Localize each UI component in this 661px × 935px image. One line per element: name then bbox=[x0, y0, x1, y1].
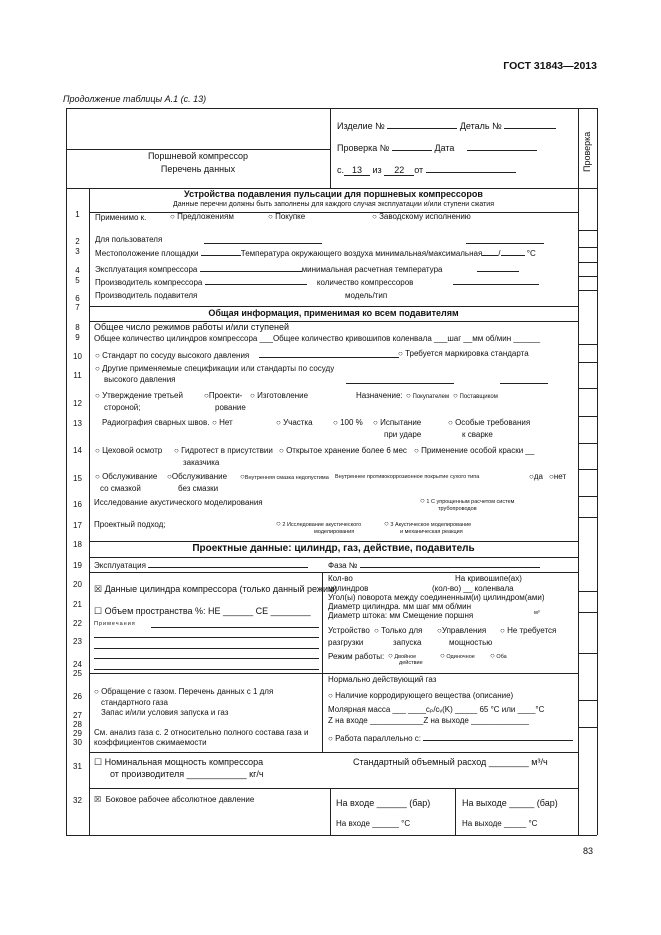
table-rule bbox=[578, 290, 597, 291]
table-caption: Продолжение таблицы А.1 (с. 13) bbox=[63, 94, 207, 104]
radio-proposals[interactable]: ○ Предложениям bbox=[170, 212, 234, 221]
table-rule bbox=[330, 788, 331, 835]
label: Молярная масса ___ ____cₚ/cᵥ(K) _____ 65 °C или ____°C bbox=[328, 705, 545, 714]
row-number: 22 bbox=[73, 619, 82, 628]
text bbox=[337, 142, 537, 154]
table-rule bbox=[66, 108, 597, 109]
phase-field[interactable] bbox=[360, 559, 540, 568]
text: Одиночное bbox=[446, 654, 475, 660]
row-number: 31 bbox=[73, 762, 82, 771]
text: ○ bbox=[384, 519, 389, 528]
text bbox=[328, 559, 540, 571]
radio-both[interactable] bbox=[490, 652, 507, 661]
label: от производителя ____________ кг/ч bbox=[110, 769, 264, 779]
section-title-2: Общая информация, применимая ко всем подавителям bbox=[208, 308, 459, 318]
table-rule bbox=[578, 344, 597, 345]
radio-section[interactable]: ○ Участка bbox=[276, 418, 313, 427]
radio-factory[interactable]: ○ Заводскому исполнению bbox=[372, 212, 471, 221]
radio-corrosive[interactable]: ○ Наличие корродирующего вещества (описание) bbox=[328, 691, 514, 700]
label: без смазки bbox=[178, 484, 219, 493]
date-label: Дата bbox=[434, 143, 455, 153]
row-number: 30 bbox=[73, 738, 82, 747]
table-rule bbox=[455, 788, 456, 835]
row-number: 4 bbox=[75, 266, 80, 275]
blank-field-line bbox=[201, 247, 241, 256]
row-number: 23 bbox=[73, 637, 82, 646]
table-rule bbox=[578, 416, 597, 417]
date-field[interactable] bbox=[467, 142, 537, 151]
label: м³ bbox=[534, 610, 540, 616]
table-rule bbox=[578, 388, 597, 389]
label: цилиндров bbox=[328, 584, 369, 593]
table-rule bbox=[89, 673, 578, 674]
table-rule bbox=[346, 383, 454, 384]
text: количество компрессоров bbox=[316, 278, 414, 287]
radio-weld-reqs[interactable]: ○ Особые требования bbox=[448, 418, 531, 427]
text: Изготовление bbox=[257, 391, 309, 400]
blank-field-line bbox=[501, 247, 525, 256]
table-rule bbox=[578, 262, 597, 263]
label: при ударе bbox=[384, 430, 422, 439]
section-subtitle-1: Данные перечни должны быть заполнены для каждого случая эксплуатации и/или ступени сжатия bbox=[172, 201, 495, 208]
label: стандартного газа bbox=[101, 698, 168, 707]
radio-single[interactable] bbox=[440, 652, 475, 661]
section-title-3: Проектные данные: цилиндр, газ, действие, подавитель bbox=[192, 543, 475, 554]
row-number: 25 bbox=[73, 669, 82, 678]
of-label: из bbox=[372, 165, 382, 175]
text: Данные цилиндра компрессора (только данный режим) bbox=[104, 584, 338, 594]
radio-hydrotest[interactable]: ○ Гидротест в присутствии bbox=[174, 446, 273, 455]
table-rule bbox=[89, 188, 90, 835]
label: Запас и/или условия запуска и газ bbox=[101, 708, 229, 717]
detail-label: Деталь № bbox=[459, 121, 502, 131]
from-label: от bbox=[414, 165, 424, 175]
row-number: 1 bbox=[75, 210, 80, 219]
row-number: 19 bbox=[73, 561, 82, 570]
label: На выходе _____ (бар) bbox=[462, 798, 558, 808]
detail-field[interactable] bbox=[504, 120, 556, 129]
row-number: 16 bbox=[73, 500, 82, 509]
page-prefix: с. bbox=[337, 165, 345, 175]
radio-approach-3[interactable] bbox=[384, 520, 471, 529]
radio-approach-1[interactable] bbox=[420, 497, 514, 506]
radio-shop-inspection[interactable]: ○ Цеховой осмотр bbox=[95, 446, 163, 455]
text: Другие применяемые спецификации или стандарты по сосуду bbox=[102, 364, 335, 373]
text: 1 С упрощенным расчетом систем bbox=[426, 499, 515, 505]
radio-storage[interactable]: ○ Открытое хранение более 6 мес bbox=[279, 446, 407, 455]
table-rule bbox=[89, 572, 578, 573]
radio-no-internal-lube[interactable] bbox=[240, 473, 329, 482]
from-field[interactable] bbox=[426, 164, 516, 173]
text: Двойное bbox=[394, 654, 417, 660]
radio-yes[interactable]: ○да bbox=[529, 472, 543, 481]
purpose-label: Назначение: bbox=[356, 391, 403, 400]
radio-none[interactable]: ○ Нет bbox=[212, 418, 233, 427]
radio-purchase[interactable]: ○ Покупке bbox=[268, 212, 306, 221]
radio-parallel[interactable]: ○ Работа параллельно с: bbox=[328, 732, 573, 744]
table-rule bbox=[578, 591, 597, 592]
text: Боковое рабочее абсолютное давление bbox=[105, 795, 255, 804]
text: Требуется маркировка стандарта bbox=[405, 349, 529, 358]
label: На выходе _____ °C bbox=[462, 819, 538, 828]
table-rule bbox=[578, 653, 597, 654]
table-rule bbox=[94, 669, 319, 670]
label: стороной; bbox=[104, 403, 141, 412]
blank-field-line bbox=[477, 263, 519, 272]
check-no-field[interactable] bbox=[392, 142, 432, 151]
text: Наличие корродирующего вещества (описание) bbox=[335, 691, 514, 700]
row-number: 8 bbox=[75, 323, 80, 332]
text: Покупателем bbox=[412, 394, 450, 400]
label: моделирования bbox=[314, 529, 355, 535]
text: Проекти- bbox=[208, 391, 243, 400]
blank-field-line bbox=[482, 247, 498, 256]
label: со смазкой bbox=[100, 484, 141, 493]
table-rule bbox=[66, 149, 330, 150]
text: Только для bbox=[381, 626, 423, 635]
label: рование bbox=[215, 403, 246, 412]
text: Эксплуатация компрессора bbox=[95, 265, 198, 274]
text: ○ bbox=[490, 651, 495, 660]
label: разгрузки bbox=[328, 638, 364, 647]
text: да bbox=[533, 472, 543, 481]
table-rule bbox=[89, 212, 578, 213]
row-number: 10 bbox=[73, 352, 82, 361]
text: Температура окружающего воздуха минимальная/максимальная bbox=[240, 249, 483, 258]
label: (кол-во) __ коленвала bbox=[432, 584, 514, 593]
check-column-header: Проверка bbox=[582, 131, 592, 172]
radio-non-lubricated[interactable]: ○Обслуживание bbox=[167, 472, 228, 481]
row-number: 21 bbox=[73, 600, 82, 609]
blank-field-line bbox=[423, 732, 573, 741]
table-rule bbox=[578, 496, 597, 497]
table-rule bbox=[330, 108, 331, 188]
row-number: 29 bbox=[73, 729, 82, 738]
text: Испытание bbox=[380, 418, 422, 427]
text: Участка bbox=[283, 418, 313, 427]
text: Нет bbox=[219, 418, 233, 427]
operation-field[interactable] bbox=[148, 559, 308, 568]
text: ○ bbox=[276, 519, 281, 528]
radio-lubricated[interactable]: ○ Обслуживание bbox=[95, 472, 158, 481]
text: Обслуживание bbox=[171, 472, 228, 481]
row-number: 6 bbox=[75, 294, 80, 303]
text: Производитель компрессора bbox=[95, 278, 203, 287]
radio-unload-only[interactable]: ○ Только для bbox=[374, 626, 423, 635]
table-rule bbox=[66, 835, 597, 836]
radio-approach-2[interactable] bbox=[276, 520, 361, 529]
radio-manufacturing[interactable]: ○ Изготовление bbox=[250, 391, 309, 400]
text: Предложениям bbox=[177, 212, 234, 221]
applicable-label: Применимо к. bbox=[95, 213, 147, 222]
row-number: 20 bbox=[73, 580, 82, 589]
row-number: 28 bbox=[73, 720, 82, 729]
sheet-number[interactable]: 13 bbox=[344, 165, 370, 176]
text: Местоположение площадки bbox=[95, 249, 199, 258]
label: запуска bbox=[393, 638, 422, 647]
text: нет bbox=[553, 472, 567, 481]
label: Диаметр штока: мм Смещение поршня bbox=[328, 611, 474, 620]
label: На входе ______ (бар) bbox=[336, 798, 431, 808]
table-rule bbox=[89, 557, 578, 558]
design-approach-label: Проектный подход; bbox=[94, 520, 166, 529]
label: Нормально действующий газ bbox=[328, 675, 437, 684]
text bbox=[337, 120, 556, 132]
blank-field-line bbox=[259, 349, 399, 358]
radio-buyer[interactable] bbox=[406, 392, 449, 401]
table-rule bbox=[500, 383, 548, 384]
row-number: 26 bbox=[73, 692, 82, 701]
label: действие bbox=[399, 660, 423, 666]
section-title-1: Устройства подавления пульсации для поршневых компрессоров bbox=[184, 189, 483, 199]
row-number: 27 bbox=[73, 711, 82, 720]
operation-label: Эксплуатация bbox=[94, 561, 146, 570]
table-rule bbox=[597, 108, 598, 835]
table-rule bbox=[578, 443, 597, 444]
radio-not-required[interactable]: ○ Не требуется bbox=[500, 626, 557, 635]
row-number: 3 bbox=[75, 247, 80, 256]
blank-field-line bbox=[200, 263, 302, 272]
text: Оба bbox=[496, 654, 507, 660]
text bbox=[337, 164, 516, 176]
checkbox-side-pressure[interactable]: ☒ Боковое рабочее абсолютное давление bbox=[94, 795, 255, 804]
radiography-label: Радиография сварных швов. bbox=[102, 418, 210, 427]
table-rule bbox=[578, 230, 597, 231]
table-rule bbox=[578, 727, 597, 728]
text bbox=[95, 263, 519, 275]
radio-no[interactable]: ○нет bbox=[549, 472, 567, 481]
label: заказчика bbox=[183, 458, 220, 467]
text: Не требуется bbox=[507, 626, 557, 635]
label: трубопроводов bbox=[438, 506, 477, 512]
table-rule bbox=[94, 637, 319, 638]
label: Диаметр цилиндра. мм шаг мм об/мин bbox=[328, 602, 472, 611]
label: мощностью bbox=[449, 638, 493, 647]
text: 3 Акустическое моделирование bbox=[390, 522, 472, 528]
modes-label: Общее число режимов работы и/или ступеней bbox=[94, 322, 289, 332]
text: Открытое хранение более 6 мес bbox=[286, 446, 407, 455]
sheet-total[interactable]: 22 bbox=[384, 165, 414, 176]
radio-impact-test[interactable]: ○ Испытание bbox=[373, 418, 422, 427]
text bbox=[95, 276, 539, 288]
text: Утверждение третьей bbox=[102, 391, 183, 400]
checkbox-cylinder-data[interactable]: ☒ Данные цилиндра компрессора (только данный режим) bbox=[94, 584, 338, 594]
label: и механическая реакция bbox=[400, 529, 463, 535]
text: Работа параллельно с: bbox=[335, 734, 422, 743]
radio-supplier[interactable] bbox=[453, 392, 498, 401]
text: 100 % bbox=[340, 418, 363, 427]
table-rule bbox=[578, 247, 597, 248]
notes-label: Примечания bbox=[94, 621, 136, 627]
user-label: Для пользователя bbox=[95, 235, 163, 244]
row-number: 12 bbox=[73, 399, 82, 408]
standard-number: ГОСТ 31843—2013 bbox=[503, 60, 597, 72]
row-number: 14 bbox=[73, 446, 82, 455]
text: ○ bbox=[420, 496, 425, 505]
text: Заводскому исполнению bbox=[379, 212, 471, 221]
blank-field-line bbox=[205, 276, 307, 285]
row-number: 18 bbox=[73, 540, 82, 549]
blank-field-line bbox=[453, 276, 539, 285]
text: Управления bbox=[441, 626, 487, 635]
form-title-2: Перечень данных bbox=[160, 164, 236, 174]
coating-label: Внутреннее противокоррозионное покрытие сухого типа bbox=[335, 474, 480, 480]
text: Особые требования bbox=[455, 418, 531, 427]
table-rule bbox=[89, 306, 578, 307]
label: См. анализ газа с. 2 относительно полного состава газа и bbox=[94, 728, 309, 737]
text: Номинальная мощность компрессора bbox=[104, 757, 264, 767]
text: Внутренняя смазка недопустима bbox=[244, 475, 329, 481]
label: Угол(ы) поворота между соединенным(и) цилиндром(ами) bbox=[328, 593, 545, 602]
row-number: 11 bbox=[73, 371, 82, 380]
table-rule bbox=[94, 658, 319, 659]
radio-capacity-control[interactable]: ○Управления bbox=[437, 626, 487, 635]
row-number: 2 bbox=[75, 237, 80, 246]
form-title-1: Поршневой компрессор bbox=[147, 151, 249, 161]
other-specs-label: высокого давления bbox=[104, 375, 176, 384]
row-number: 15 bbox=[73, 474, 82, 483]
table-rule bbox=[89, 752, 578, 753]
text: Обслуживание bbox=[102, 472, 158, 481]
text: ○ bbox=[453, 391, 458, 400]
row-number: 9 bbox=[75, 333, 80, 342]
phase-label: Фаза № bbox=[328, 561, 358, 570]
table-rule bbox=[578, 612, 597, 613]
text: Покупке bbox=[275, 212, 306, 221]
label: Z на входе ____________Z на выходе _____________ bbox=[328, 716, 529, 725]
label: Стандартный объемный расход ________ м³/ч bbox=[353, 757, 548, 767]
row-number: 24 bbox=[73, 660, 82, 669]
radio-paint[interactable]: ○ Применение особой краски __ bbox=[414, 446, 535, 455]
radio-marking[interactable]: ○ Требуется маркировка стандарта bbox=[398, 349, 529, 358]
text bbox=[94, 559, 308, 571]
radio-third-party[interactable]: ○ Утверждение третьей bbox=[95, 391, 183, 400]
text: Местоположение площадки Температура окружающего воздуха минимальная/максимальная / °C bbox=[95, 249, 536, 258]
table-rule bbox=[466, 243, 544, 244]
row-number: 17 bbox=[73, 521, 82, 530]
text: Стандарт по сосуду высокого давления bbox=[102, 351, 250, 360]
radio-design[interactable]: ○Проекти- bbox=[204, 391, 243, 400]
table-rule bbox=[204, 243, 322, 244]
cylinders-label: Общее количество цилиндров компрессора ___Общее количество кривошипов коленвала ___шаг __мм об/мин ______ bbox=[94, 334, 541, 343]
text: ○ bbox=[440, 651, 445, 660]
label: коэффициентов сжимаемости bbox=[94, 738, 207, 747]
radio-pv-standard[interactable]: ○ Стандарт по сосуду высокого давления bbox=[95, 349, 399, 361]
radio-other-specs[interactable]: ○ Другие применяемые спецификации или стандарты по сосуду bbox=[95, 364, 335, 373]
table-rule bbox=[89, 788, 578, 789]
text: Применение особой краски __ bbox=[421, 446, 535, 455]
label: к сварке bbox=[462, 430, 493, 439]
check-no-label: Проверка № bbox=[337, 143, 390, 153]
suppressor-maker-label: Производитель подавителя bbox=[95, 291, 198, 300]
checkbox-clearance[interactable]: ☐ Объем пространства %: НЕ ______ CE ________ bbox=[94, 606, 311, 616]
table-rule bbox=[578, 276, 597, 277]
device-label: Устройство bbox=[328, 626, 370, 635]
radio-100[interactable]: ○ 100 % bbox=[333, 418, 363, 427]
row-number: 7 bbox=[75, 303, 80, 312]
text: Поставщиком bbox=[459, 394, 498, 400]
text: 2 Исследование акустического bbox=[282, 522, 362, 528]
product-field[interactable] bbox=[387, 120, 457, 129]
table-rule bbox=[578, 517, 597, 518]
label: На кривошипе(ах) bbox=[455, 574, 522, 583]
text: ○ bbox=[406, 391, 411, 400]
acoustic-study-label: Исследование акустического моделирования bbox=[94, 498, 263, 507]
text: Обращение с газом. Перечень данных с 1 для bbox=[101, 687, 274, 696]
model-type-label: модель/тип bbox=[345, 291, 388, 300]
text: Гидротест в присутствии bbox=[181, 446, 273, 455]
table-rule bbox=[578, 469, 597, 470]
table-rule bbox=[322, 572, 323, 752]
row-number: 13 bbox=[73, 419, 82, 428]
label: На входе ______ °C bbox=[336, 819, 411, 828]
table-rule bbox=[578, 362, 597, 363]
text: Объем пространства %: НЕ ______ CE ________ bbox=[104, 606, 311, 616]
checkbox-rated-capacity[interactable]: ☐ Номинальная мощность компрессора bbox=[94, 757, 264, 767]
table-rule bbox=[578, 700, 597, 701]
text: Цеховой осмотр bbox=[102, 446, 163, 455]
text: °C bbox=[526, 249, 536, 258]
radio-gas-handling[interactable]: ○ Обращение с газом. Перечень данных с 1 для bbox=[94, 687, 274, 696]
text: ○ bbox=[240, 472, 245, 481]
text: минимальная расчетная температура bbox=[301, 265, 443, 274]
table-rule bbox=[94, 648, 319, 649]
label: Кол-во bbox=[328, 574, 353, 583]
table-rule bbox=[578, 108, 579, 835]
table-rule bbox=[89, 541, 578, 542]
text: ○ bbox=[388, 651, 393, 660]
table-rule bbox=[151, 627, 319, 628]
product-label: Изделие № bbox=[337, 121, 385, 131]
page-number: 83 bbox=[583, 846, 594, 856]
mode-label: Режим работы: bbox=[328, 652, 385, 661]
row-number: 5 bbox=[75, 276, 80, 285]
row-number: 32 bbox=[73, 796, 82, 805]
